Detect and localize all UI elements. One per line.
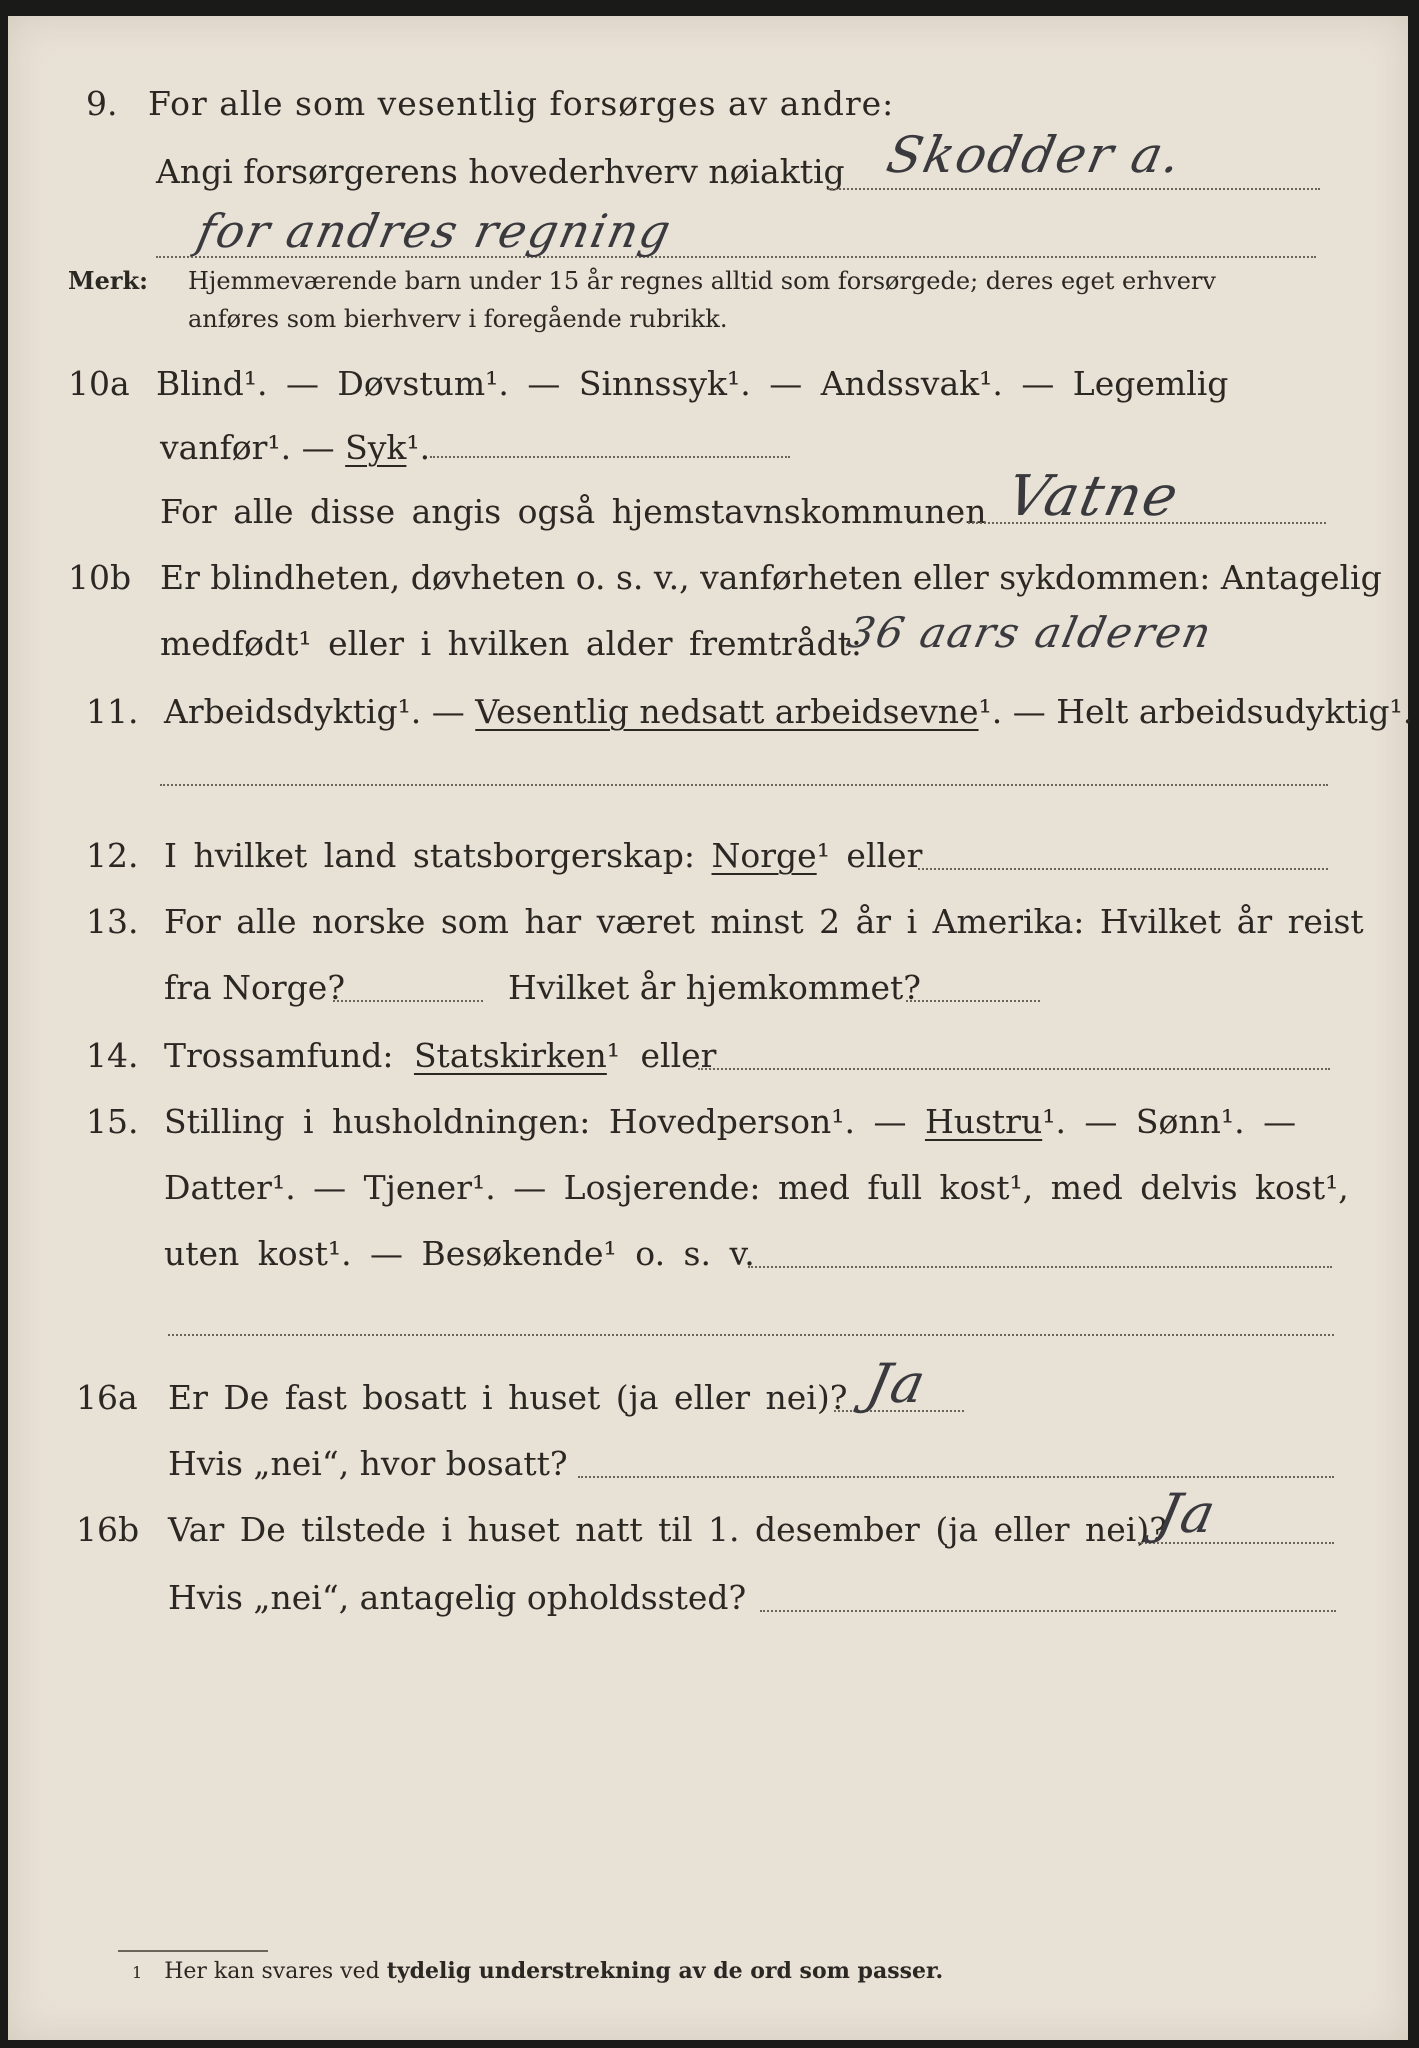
q10b-text-1: Er blindheten, døvheten o. s. v., vanførheten eller sykdommen: Antagelig	[160, 558, 1382, 597]
q12-underlined-option: Norge	[711, 836, 817, 875]
q15-text-1	[164, 1102, 1296, 1142]
q13-number: 13.	[86, 902, 139, 941]
q10b-text-2: medfødt¹ eller i hvilken alder fremtrådt:	[160, 624, 863, 663]
q14-text	[164, 1036, 716, 1076]
q16b-text-1: Var De tilstede i huset natt til 1. desember (ja eller nei)?	[168, 1510, 1167, 1549]
q10a-line-2-dots	[430, 456, 790, 458]
q12-answer-line	[918, 868, 1328, 870]
q14-answer-line	[698, 1068, 1330, 1070]
q12-text	[164, 836, 922, 876]
q16b-handwritten-answer: Ja	[1151, 1482, 1223, 1545]
q9-number: 9.	[86, 84, 118, 123]
q10b-number: 10b	[68, 558, 132, 597]
q14-underlined-option: Statskirken	[413, 1036, 607, 1075]
q10a-handwritten-answer: Vatne	[1001, 464, 1186, 529]
q15-text-2: Datter¹. — Tjener¹. — Losjerende: med full kost¹, med delvis kost¹,	[164, 1168, 1349, 1207]
q15-sonn: ¹. — Sønn¹. —	[1042, 1102, 1297, 1141]
q13-text-2a: fra Norge?	[164, 968, 346, 1007]
q11-rest: ¹. — Helt arbeidsudyktig¹.	[978, 692, 1414, 731]
q10b-handwritten-answer: 36 aars alderen	[842, 608, 1218, 657]
q15-number: 15.	[86, 1102, 139, 1141]
q10a-text-1: Blind¹. — Døvstum¹. — Sinnssyk¹. — Andssvak¹. — Legemlig	[156, 364, 1229, 403]
merk-label: Merk:	[68, 266, 148, 295]
q9-occupation-label: Angi forsørgerens hovederhverv nøiaktig	[156, 152, 845, 191]
q15-answer-line	[748, 1266, 1332, 1268]
q12-number: 12.	[86, 836, 139, 875]
q12-question: I hvilket land statsborgerskap:	[164, 836, 712, 875]
footnote-mark: 1	[132, 1963, 143, 1982]
q16a-bosatt-line	[578, 1476, 1334, 1478]
q11-underlined-option: Vesentlig nedsatt arbeidsevne	[475, 692, 979, 731]
q16b-number: 16b	[76, 1510, 140, 1549]
q10a-syk-suffix: ¹.	[406, 428, 431, 467]
q16b-opholdssted-line	[760, 1610, 1336, 1612]
q10a-number: 10a	[68, 364, 130, 403]
merk-text-2: anføres som bierhverv i foregående rubrikk.	[188, 305, 728, 333]
q13-reist-line	[333, 1000, 483, 1002]
q14-number: 14.	[86, 1036, 139, 1075]
q15-blank-line	[168, 1334, 1334, 1336]
q14-question: Trossamfund:	[164, 1036, 414, 1075]
q9-handwritten-answer-2: for andres regning	[192, 204, 678, 258]
footnote-text-bold: tydelig understrekning av de ord som passer.	[386, 1958, 944, 1984]
q10a-vanfor: vanfør¹. —	[160, 428, 346, 467]
q11-number: 11.	[86, 692, 139, 731]
q13-text-2b: Hvilket år hjemkommet?	[508, 968, 921, 1007]
q11-blank-line	[160, 784, 1328, 786]
footnote-text: Her kan svares ved	[164, 1959, 387, 1984]
q9-title: For alle som vesentlig forsørges av andre:	[148, 84, 895, 123]
q16a-number: 16a	[76, 1378, 138, 1417]
q16a-text-1: Er De fast bosatt i huset (ja eller nei)?	[168, 1378, 848, 1417]
q15-text-3: uten kost¹. — Besøkende¹ o. s. v.	[164, 1234, 755, 1273]
q9-handwritten-answer-1: Skodder a.	[881, 126, 1188, 184]
q14-rest: ¹ eller	[606, 1036, 717, 1075]
merk-text-1: Hjemmeværende barn under 15 år regnes alltid som forsørgede; deres eget erhverv	[188, 267, 1216, 295]
q11-arbeidsdyktig: Arbeidsdyktig¹. —	[164, 692, 476, 731]
q10a-text-3: For alle disse angis også hjemstavnskommunen	[160, 492, 987, 531]
footnote	[132, 1958, 943, 1984]
q16a-handwritten-answer: Ja	[861, 1352, 933, 1415]
q10a-syk-underlined: Syk	[345, 428, 407, 467]
footnote-rule	[118, 1950, 268, 1952]
q9-answer-line-1	[828, 188, 1320, 190]
q16a-text-2: Hvis „nei“, hvor bosatt?	[168, 1444, 568, 1483]
q16b-text-2: Hvis „nei“, antagelig opholdssted?	[168, 1578, 747, 1617]
census-form-page	[8, 16, 1414, 2040]
q12-rest: ¹ eller	[816, 836, 923, 875]
q13-text-1: For alle norske som har været minst 2 år i Amerika: Hvilket år reist	[164, 902, 1364, 941]
q15-underlined-option: Hustru	[924, 1102, 1043, 1141]
q13-hjemkommet-line	[906, 1000, 1040, 1002]
q15-hovedperson: Stilling i husholdningen: Hovedperson¹. —	[164, 1102, 925, 1141]
q11-text	[164, 692, 1413, 732]
q10a-text-2	[160, 428, 430, 468]
